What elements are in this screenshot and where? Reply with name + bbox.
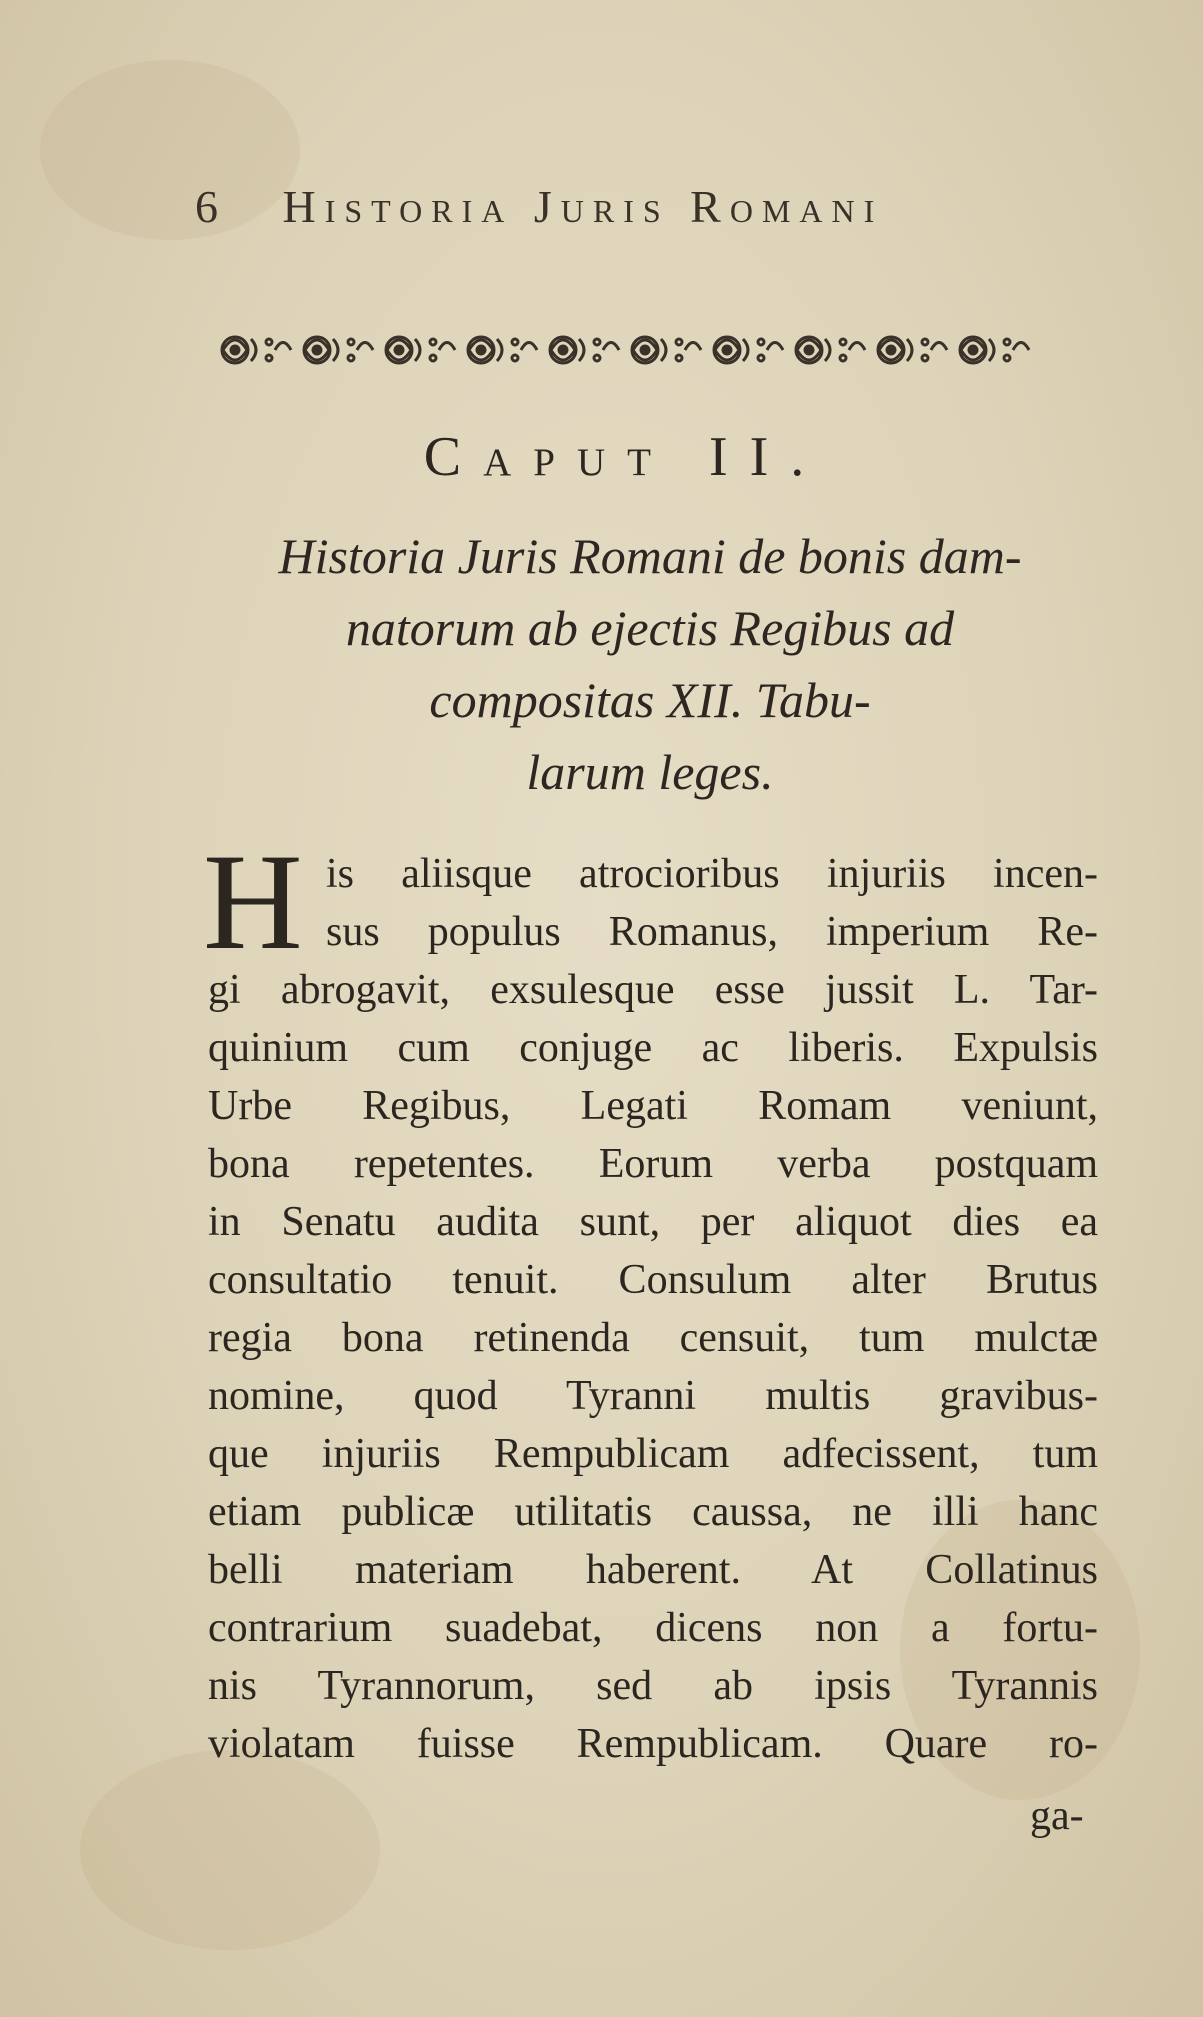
subtitle-line: Historia Juris Romani de bonis dam-	[278, 528, 1022, 584]
text-line: bona repetentes. Eorum verba postquam	[208, 1141, 1098, 1187]
text-line: contrarium suadebat, dicens non a fortu-	[208, 1605, 1098, 1651]
text-line: violatam fuisse Rempublicam. Quare ro-	[208, 1721, 1098, 1767]
running-title: Historia Juris Romani	[282, 181, 884, 232]
text-line: quinium cum conjuge ac liberis. Expulsis	[208, 1025, 1098, 1071]
text-line: regia bona retinenda censuit, tum mulctæ	[208, 1315, 1098, 1361]
body-paragraph	[208, 845, 1098, 1773]
text-line: nis Tyrannorum, sed ab ipsis Tyrannis	[208, 1663, 1098, 1709]
text-line: gi abrogavit, exsulesque esse jussit L. Tar-	[208, 967, 1098, 1013]
text-line: consultatio tenuit. Consulum alter Brutus	[208, 1257, 1098, 1303]
chapter-subtitle	[200, 520, 1100, 808]
paper-stain	[80, 1750, 380, 1950]
subtitle-line: larum leges.	[526, 744, 774, 800]
decorative-border-ornament	[215, 325, 1075, 375]
text-line: in Senatu audita sunt, per aliquot dies ea	[208, 1199, 1098, 1245]
page-number: 6	[195, 181, 224, 232]
text-line: nomine, quod Tyranni multis gravibus-	[208, 1373, 1098, 1419]
text-line: Urbe Regibus, Legati Romam veniunt,	[208, 1083, 1098, 1129]
running-head	[195, 180, 1015, 240]
subtitle-line: natorum ab ejectis Regibus ad	[345, 600, 955, 656]
text-line: que injuriis Rempublicam adfecissent, tum	[208, 1431, 1098, 1477]
drop-cap: H	[203, 825, 303, 978]
text-line: etiam publicæ utilitatis caussa, ne illi hanc	[208, 1489, 1098, 1535]
chapter-heading: Caput II.	[423, 426, 827, 488]
subtitle-line: compositas XII. Tabu-	[429, 672, 871, 728]
text-line: sus populus Romanus, imperium Re-	[326, 909, 1098, 955]
text-line: belli materiam haberent. At Collatinus	[208, 1547, 1098, 1593]
catchword: ga-	[1030, 1793, 1084, 1839]
text-line: is aliisque atrocioribus injuriis incen-	[326, 851, 1098, 897]
